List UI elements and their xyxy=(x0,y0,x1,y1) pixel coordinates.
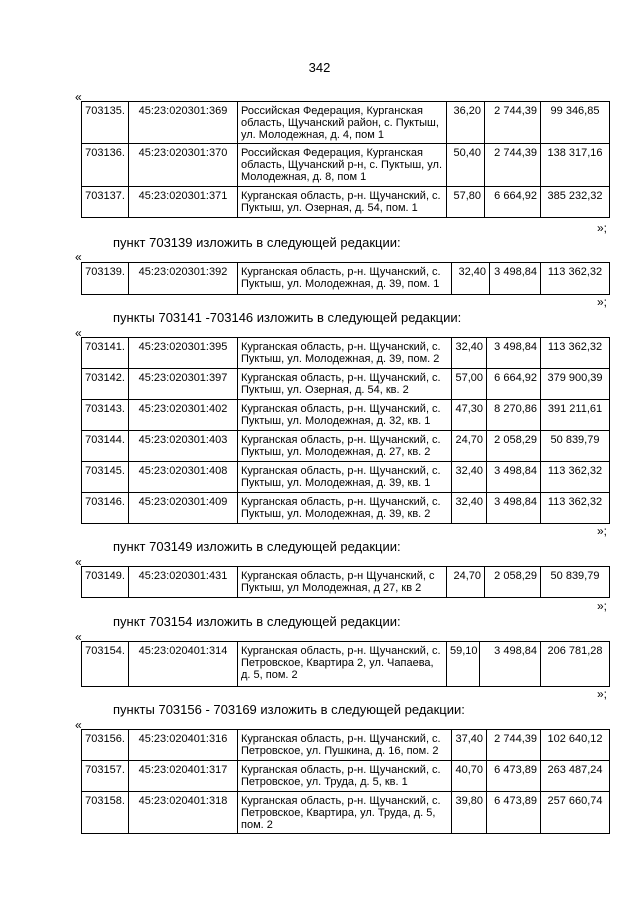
cadastral-value: 113 362,32 xyxy=(541,263,610,295)
unit-price: 6 664,92 xyxy=(485,187,541,218)
cadastral-number: 45:23:020301:409 xyxy=(129,493,238,524)
open-quote: « xyxy=(75,250,82,264)
item-number: 703136. xyxy=(82,144,129,187)
unit-price: 2 058,29 xyxy=(485,567,541,598)
item-number: 703142. xyxy=(82,369,129,400)
amendment-instruction: пункты 703141 -703146 изложить в следующей редакции: xyxy=(113,310,462,325)
unit-price: 6 473,89 xyxy=(487,761,541,792)
unit-price: 2 058,29 xyxy=(487,431,541,462)
table-row xyxy=(82,187,610,218)
open-quote: « xyxy=(75,630,82,644)
amendment-instruction: пункты 703156 - 703169 изложить в следующей редакции: xyxy=(113,702,465,717)
address: Российская Федерация, Курганская область, Щучанский р-н, с. Пуктыш, ул. Молодежная, д. 8, пом 1 xyxy=(238,144,447,187)
cadastral-number: 45:23:020301:371 xyxy=(129,187,238,218)
cadastral-value: 50 839,79 xyxy=(541,431,610,462)
close-quote: »; xyxy=(597,524,608,538)
cadastral-value: 138 317,16 xyxy=(541,144,610,187)
item-number: 703149. xyxy=(82,567,129,598)
cadastral-number: 45:23:020301:369 xyxy=(129,102,238,144)
address: Курганская область, р-н. Щучанский, с. Пуктыш, ул. Озерная, д. 54, пом. 1 xyxy=(238,187,447,218)
unit-price: 6 664,92 xyxy=(487,369,541,400)
cadastral-number: 45:23:020301:370 xyxy=(129,144,238,187)
table-row xyxy=(82,642,610,687)
table-row xyxy=(82,338,610,369)
address: Курганская область, р-н. Щучанский, с. Петровское, Квартира, ул. Труда, д. 5, пом. 2 xyxy=(238,792,452,834)
cadastral-value: 206 781,28 xyxy=(541,642,610,687)
address: Курганская область, р-н. Щучанский, с. Пуктыш, ул. Молодежная, д. 27, кв. 2 xyxy=(238,431,452,462)
address: Курганская область, р-н Щучанский, с Пуктыш, ул Молодежная, д 27, кв 2 xyxy=(238,567,447,598)
cadastral-number: 45:23:020301:403 xyxy=(129,431,238,462)
area: 40,70 xyxy=(452,761,487,792)
area: 36,20 xyxy=(447,102,485,144)
area: 32,40 xyxy=(452,263,490,295)
address: Курганская область, р-н. Щучанский, с. Пуктыш, ул. Озерная, д. 54, кв. 2 xyxy=(238,369,452,400)
table-row xyxy=(82,493,610,524)
item-number: 703139. xyxy=(82,263,129,295)
table-row xyxy=(82,462,610,493)
cadastral-value: 113 362,32 xyxy=(541,493,610,524)
close-quote: »; xyxy=(597,599,608,613)
address: Курганская область, р-н. Щучанский, с. Пуктыш, ул. Молодежная, д. 32, кв. 1 xyxy=(238,400,452,431)
cadastral-number: 45:23:020301:408 xyxy=(129,462,238,493)
cadastral-value: 102 640,12 xyxy=(541,730,610,761)
table-row xyxy=(82,400,610,431)
item-number: 703157. xyxy=(82,761,129,792)
area: 37,40 xyxy=(452,730,487,761)
table-row xyxy=(82,431,610,462)
unit-price: 8 270,86 xyxy=(487,400,541,431)
item-number: 703135. xyxy=(82,102,129,144)
area: 47,30 xyxy=(452,400,487,431)
amendment-table xyxy=(81,337,610,524)
item-number: 703154. xyxy=(82,642,129,687)
cadastral-value: 50 839,79 xyxy=(541,567,610,598)
item-number: 703145. xyxy=(82,462,129,493)
cadastral-value: 257 660,74 xyxy=(541,792,610,834)
address: Курганская область, р-н. Щучанский, с. Петровское, ул. Пушкина, д. 16, пом. 2 xyxy=(238,730,452,761)
cadastral-number: 45:23:020401:318 xyxy=(129,792,238,834)
unit-price: 2 744,39 xyxy=(485,102,541,144)
amendment-instruction: пункт 703139 изложить в следующей редакции: xyxy=(113,235,401,250)
unit-price: 2 744,39 xyxy=(485,144,541,187)
unit-price: 3 498,84 xyxy=(480,642,541,687)
amendment-table xyxy=(81,641,610,687)
amendment-instruction: пункт 703154 изложить в следующей редакции: xyxy=(113,614,401,629)
cadastral-value: 263 487,24 xyxy=(541,761,610,792)
address: Курганская область, р-н. Щучанский, с. Пуктыш, ул. Молодежная, д. 39, кв. 2 xyxy=(238,493,452,524)
item-number: 703137. xyxy=(82,187,129,218)
unit-price: 6 473,89 xyxy=(487,792,541,834)
cadastral-number: 45:23:020301:397 xyxy=(129,369,238,400)
area: 57,00 xyxy=(452,369,487,400)
area: 24,70 xyxy=(452,431,487,462)
table-row xyxy=(82,102,610,144)
area: 32,40 xyxy=(452,493,487,524)
area: 32,40 xyxy=(452,338,487,369)
cadastral-number: 45:23:020301:395 xyxy=(129,338,238,369)
area: 24,70 xyxy=(447,567,485,598)
cadastral-value: 385 232,32 xyxy=(541,187,610,218)
cadastral-value: 113 362,32 xyxy=(541,462,610,493)
unit-price: 2 744,39 xyxy=(487,730,541,761)
cadastral-value: 99 346,85 xyxy=(541,102,610,144)
open-quote: « xyxy=(75,90,82,104)
item-number: 703156. xyxy=(82,730,129,761)
address: Курганская область, р-н. Щучанский, с. Петровское, Квартира 2, ул. Чапаева, д. 5, пом. 2 xyxy=(238,642,447,687)
amendment-table xyxy=(81,566,610,598)
area: 50,40 xyxy=(447,144,485,187)
address: Курганская область, р-н. Щучанский, с. Петровское, ул. Труда, д. 5, кв. 1 xyxy=(238,761,452,792)
table-row xyxy=(82,730,610,761)
address: Курганская область, р-н. Щучанский, с. Пуктыш, ул. Молодежная, д. 39, пом. 2 xyxy=(238,338,452,369)
amendment-table xyxy=(81,729,610,834)
cadastral-value: 391 211,61 xyxy=(541,400,610,431)
cadastral-number: 45:23:020401:314 xyxy=(129,642,238,687)
unit-price: 3 498,84 xyxy=(490,263,541,295)
area: 39,80 xyxy=(452,792,487,834)
close-quote: »; xyxy=(597,687,608,701)
address: Российская Федерация, Курганская область, Щучанский район, с. Пуктыш, ул. Молодежная, д. 4, пом 1 xyxy=(238,102,447,144)
item-number: 703141. xyxy=(82,338,129,369)
item-number: 703146. xyxy=(82,493,129,524)
cadastral-value: 113 362,32 xyxy=(541,338,610,369)
table-row xyxy=(82,144,610,187)
table-row xyxy=(82,263,610,295)
address: Курганская область, р-н. Щучанский, с. Пуктыш, ул. Молодежная, д. 39, кв. 1 xyxy=(238,462,452,493)
item-number: 703143. xyxy=(82,400,129,431)
area: 59,10 xyxy=(447,642,480,687)
cadastral-value: 379 900,39 xyxy=(541,369,610,400)
open-quote: « xyxy=(75,555,82,569)
table-row xyxy=(82,369,610,400)
cadastral-number: 45:23:020301:392 xyxy=(129,263,238,295)
amendment-table xyxy=(81,101,610,218)
unit-price: 3 498,84 xyxy=(487,493,541,524)
page-number: 342 xyxy=(308,60,331,75)
table-row xyxy=(82,792,610,834)
close-quote: »; xyxy=(597,221,608,235)
table-row xyxy=(82,761,610,792)
item-number: 703144. xyxy=(82,431,129,462)
table-row xyxy=(82,567,610,598)
area: 57,80 xyxy=(447,187,485,218)
amendment-instruction: пункт 703149 изложить в следующей редакции: xyxy=(113,539,401,554)
cadastral-number: 45:23:020401:317 xyxy=(129,761,238,792)
open-quote: « xyxy=(75,718,82,732)
unit-price: 3 498,84 xyxy=(487,338,541,369)
unit-price: 3 498,84 xyxy=(487,462,541,493)
amendment-table xyxy=(81,262,610,295)
address: Курганская область, р-н. Щучанский, с. Пуктыш, ул. Молодежная, д. 39, пом. 1 xyxy=(238,263,452,295)
open-quote: « xyxy=(75,326,82,340)
area: 32,40 xyxy=(452,462,487,493)
cadastral-number: 45:23:020301:402 xyxy=(129,400,238,431)
item-number: 703158. xyxy=(82,792,129,834)
cadastral-number: 45:23:020301:431 xyxy=(129,567,238,598)
cadastral-number: 45:23:020401:316 xyxy=(129,730,238,761)
close-quote: »; xyxy=(597,295,608,309)
